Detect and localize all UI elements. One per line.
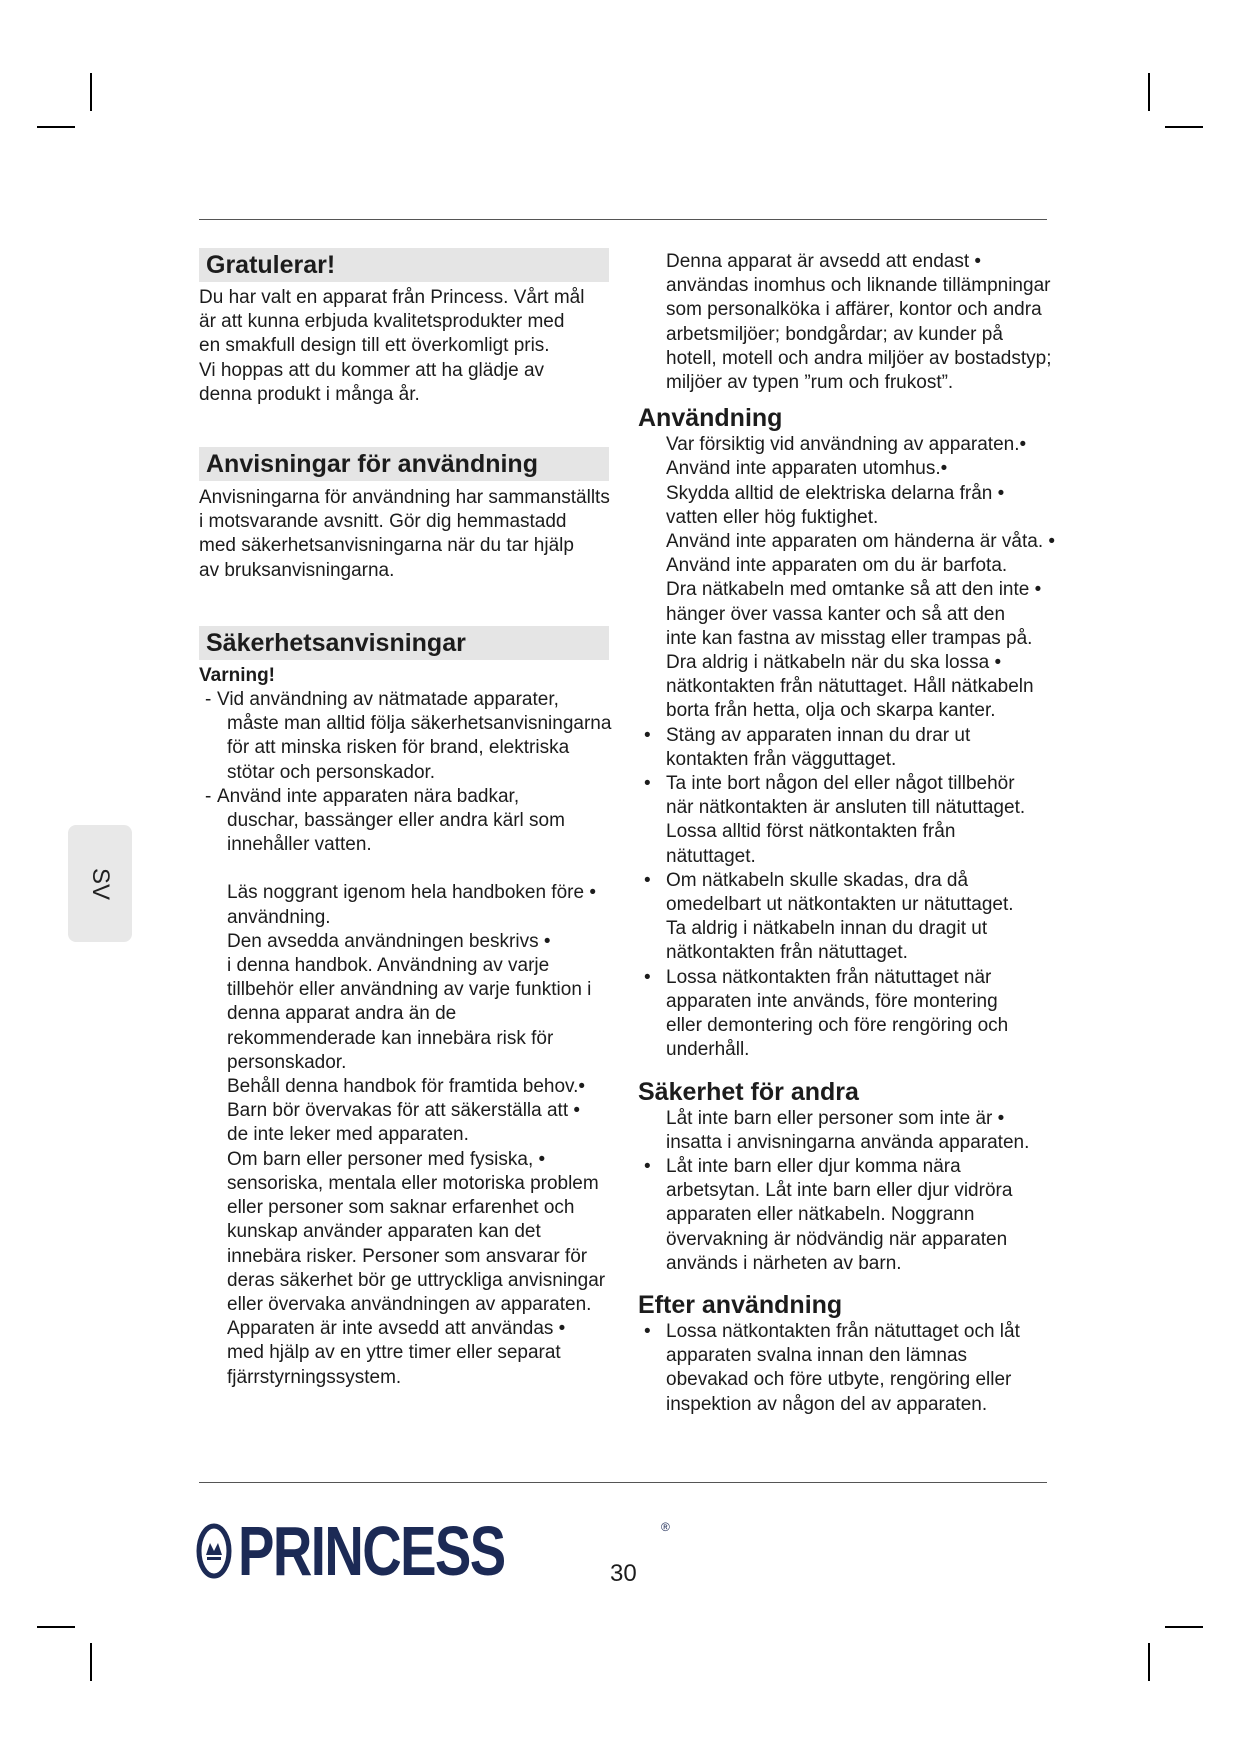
list-item (199, 688, 645, 785)
text-line: Läs noggrant igenom hela handboken före • (227, 882, 596, 904)
language-tab (68, 825, 132, 942)
text-line: Apparaten är inte avsedd att användas • (227, 1318, 566, 1340)
list-item (199, 1075, 645, 1099)
gratulerar-text (199, 286, 645, 407)
text-line: de inte leker med apparaten. (227, 1124, 469, 1146)
crop-mark-tr-v (1148, 73, 1150, 111)
text-line: vatten eller hög fuktighet. (666, 506, 879, 528)
text-line: måste man alltid följa säkerhetsanvisningarna (227, 713, 612, 735)
text-line: stötar och personskador. (227, 761, 436, 783)
text-line: nätuttaget. (666, 845, 756, 867)
text-line: Om nätkabeln skulle skadas, dra då (666, 869, 969, 891)
list-item (638, 869, 1096, 966)
list-item (638, 772, 1096, 869)
list-item (638, 433, 1096, 457)
text-line: Använd inte apparaten nära badkar, (217, 785, 520, 807)
list-item (638, 966, 1096, 1063)
text-line: arbetsmiljöer; bondgårdar; av kunder på (666, 323, 1003, 345)
text-line: rekommenderade kan innebära risk för (227, 1027, 554, 1049)
page-number: 30 (610, 1560, 637, 1587)
text-line: fjärrstyrningssystem. (227, 1366, 402, 1388)
text-line: Lossa alltid först nätkontakten från (666, 821, 956, 843)
list-item (199, 1099, 645, 1147)
text-line: Dra nätkabeln med omtanke så att den inte • (666, 579, 1042, 601)
list-item (638, 578, 1096, 651)
crop-mark-tl-h (37, 126, 75, 128)
text-line: Lossa nätkontakten från nätuttaget när (666, 966, 992, 988)
text-line: Anvisningarna för användning har sammanställts (199, 487, 610, 509)
text-line: Låt inte barn eller djur komma nära (666, 1155, 961, 1177)
text-line: underhåll. (666, 1039, 750, 1061)
text-line: eller övervaka användningen av apparaten. (227, 1293, 592, 1315)
text-line: är att kunna erbjuda kvalitetsprodukter med (199, 311, 565, 333)
crop-mark-br-h (1165, 1626, 1203, 1628)
text-line: användning. (227, 906, 331, 928)
dash-marker: - (205, 785, 212, 807)
text-line: Ta inte bort någon del eller något tillbehör (666, 773, 1015, 795)
text-line: av bruksanvisningarna. (199, 559, 395, 581)
text-line: eller personer som saknar erfarenhet och (227, 1197, 575, 1219)
section-heading-anvisningar: Anvisningar för användning (199, 447, 609, 481)
text-line: apparaten eller nätkabeln. Noggrann (666, 1204, 975, 1226)
text-line: sensoriska, mentala eller motoriska problem (227, 1172, 599, 1194)
left-column (199, 248, 645, 1390)
text-line: arbetsytan. Låt inte barn eller djur vidröra (666, 1180, 1013, 1202)
sakerhet-andra-list (638, 1107, 1096, 1276)
text-line: omedelbart ut nätkontakten ur nätuttaget. (666, 894, 1014, 916)
text-line: Den avsedda användningen beskrivs • (227, 930, 551, 952)
section-heading-sakerhet-andra: Säkerhet för andra (638, 1077, 859, 1106)
crown-emblem-icon (196, 1523, 232, 1579)
text-line: tillbehör eller användning av varje funktion i (227, 979, 592, 1001)
list-item (199, 930, 645, 1075)
anvandning-list (638, 433, 1096, 1062)
text-line: för att minska risken för brand, elektriska (227, 737, 570, 759)
crop-mark-tl-v (90, 73, 92, 111)
text-line: nätkontakten från nätuttaget. (666, 942, 908, 964)
dash-marker: - (205, 689, 212, 711)
list-item (638, 724, 1096, 772)
text-line: personskador. (227, 1051, 347, 1073)
text-line: hänger över vassa kanter och så att den (666, 603, 1006, 625)
list-item (638, 1155, 1096, 1276)
text-line: Vi hoppas att du kommer att ha glädje av (199, 359, 545, 381)
text-line: eller demontering och före rengöring och (666, 1015, 1009, 1037)
text-line: används i närheten av barn. (666, 1252, 902, 1274)
bullet-marker: • (644, 966, 651, 988)
text-line: övervakning är nödvändig när apparaten (666, 1228, 1008, 1250)
text-line: apparaten inte används, före montering (666, 990, 998, 1012)
section-heading-sakerhet: Säkerhetsanvisningar (199, 626, 609, 660)
text-line: kunskap använder apparaten kan det (227, 1221, 541, 1243)
list-item (638, 457, 1096, 481)
text-line: Behåll denna handbok för framtida behov.• (227, 1076, 586, 1098)
list-item (638, 554, 1096, 578)
section-heading-anvandning: Användning (638, 404, 783, 433)
text-line: insatta i anvisningarna använda apparaten. (666, 1131, 1030, 1153)
list-item (638, 482, 1096, 530)
text-line: Ta aldrig i nätkabeln innan du dragit ut (666, 918, 988, 940)
text-line: hotell, motell och andra miljöer av bostadstyp; (666, 347, 1052, 369)
bottom-rule (199, 1482, 1047, 1483)
brand-name: PRINCESS (238, 1512, 505, 1590)
list-item (199, 881, 645, 929)
crop-mark-br-v (1148, 1643, 1150, 1681)
text-line: deras säkerhet bör ge uttryckliga anvisningar (227, 1269, 606, 1291)
text-line: med säkerhetsanvisningarna när du tar hjälp (199, 535, 574, 557)
crop-mark-bl-h (37, 1626, 75, 1628)
text-line: Använd inte apparaten om du är barfota. (666, 555, 1008, 577)
text-line: inspektion av någon del av apparaten. (666, 1393, 988, 1415)
list-item (638, 1107, 1096, 1155)
text-line: användas inomhus och liknande tillämpningar (666, 275, 1051, 297)
registered-mark: ® (661, 1520, 670, 1534)
text-line: obevakad och före utbyte, rengöring eller (666, 1369, 1012, 1391)
crop-mark-tr-h (1165, 126, 1203, 128)
text-line: denna produkt i många år. (199, 383, 420, 405)
text-line: när nätkontakten är ansluten till nätuttaget. (666, 797, 1026, 819)
text-line: inte kan fastna av misstag eller trampas på. (666, 627, 1033, 649)
text-line: innebära risker. Personer som ansvarar för (227, 1245, 588, 1267)
text-line: Stäng av apparaten innan du drar ut (666, 724, 971, 746)
text-line: miljöer av typen ”rum och frukost”. (666, 372, 954, 394)
intro-paragraph (638, 250, 1096, 395)
list-item (199, 1148, 645, 1317)
text-line: Var försiktig vid användning av apparaten.• (666, 434, 1027, 456)
text-line: Du har valt en apparat från Princess. Vårt mål (199, 287, 585, 308)
top-rule (199, 219, 1047, 220)
text-line: i motsvarande avsnitt. Gör dig hemmastadd (199, 511, 567, 533)
crop-mark-bl-v (90, 1643, 92, 1681)
text-line: Använd inte apparaten om händerna är våta. • (666, 531, 1056, 553)
list-item (638, 1320, 1096, 1417)
right-column (638, 250, 1096, 1417)
text-line: en smakfull design till ett överkomligt pris. (199, 335, 550, 357)
text-line: Låt inte barn eller personer som inte är • (666, 1107, 1005, 1129)
text-line: Barn bör övervakas för att säkerställa att • (227, 1100, 581, 1122)
bullet-marker: • (644, 773, 651, 795)
text-line: Använd inte apparaten utomhus.• (666, 458, 948, 480)
list-item (199, 1317, 645, 1390)
anvisningar-text (199, 486, 645, 583)
language-tab-label: SV (86, 867, 114, 900)
text-line: innehåller vatten. (227, 834, 372, 856)
text-line: kontakten från vägguttaget. (666, 748, 897, 770)
list-item (199, 785, 645, 858)
text-line: nätkontakten från nätuttaget. Håll nätkabeln (666, 676, 1034, 698)
text-line: Skydda alltid de elektriska delarna från • (666, 482, 1005, 504)
text-line: med hjälp av en yttre timer eller separat (227, 1342, 561, 1364)
text-line: apparaten svalna innan den lämnas (666, 1345, 968, 1367)
text-line: Om barn eller personer med fysiska, • (227, 1148, 546, 1170)
text-line: som personalköka i affärer, kontor och andra (666, 299, 1042, 321)
bullet-marker: • (644, 1320, 651, 1342)
text-line: Vid användning av nätmatade apparater, (217, 689, 559, 711)
text-line: duschar, bassänger eller andra kärl som (227, 810, 565, 832)
list-item (638, 651, 1096, 724)
section-heading-gratulerar: Gratulerar! (199, 248, 609, 282)
section-heading-efter: Efter användning (638, 1290, 843, 1319)
text-line: i denna handbok. Användning av varje (227, 955, 550, 977)
efter-list (638, 1320, 1096, 1417)
text-line: denna apparat andra än de (227, 1003, 457, 1025)
text-line: Denna apparat är avsedd att endast • (666, 251, 982, 272)
warning-label: Varning! (199, 664, 276, 686)
list-item (638, 530, 1096, 554)
bullet-marker: • (644, 724, 651, 746)
text-line: Dra aldrig i nätkabeln när du ska lossa • (666, 652, 1002, 674)
text-line: Lossa nätkontakten från nätuttaget och låt (666, 1320, 1020, 1342)
text-line: borta från hetta, olja och skarpa kanter. (666, 700, 996, 722)
bullet-marker: • (644, 869, 651, 891)
bullet-marker: • (644, 1155, 651, 1177)
